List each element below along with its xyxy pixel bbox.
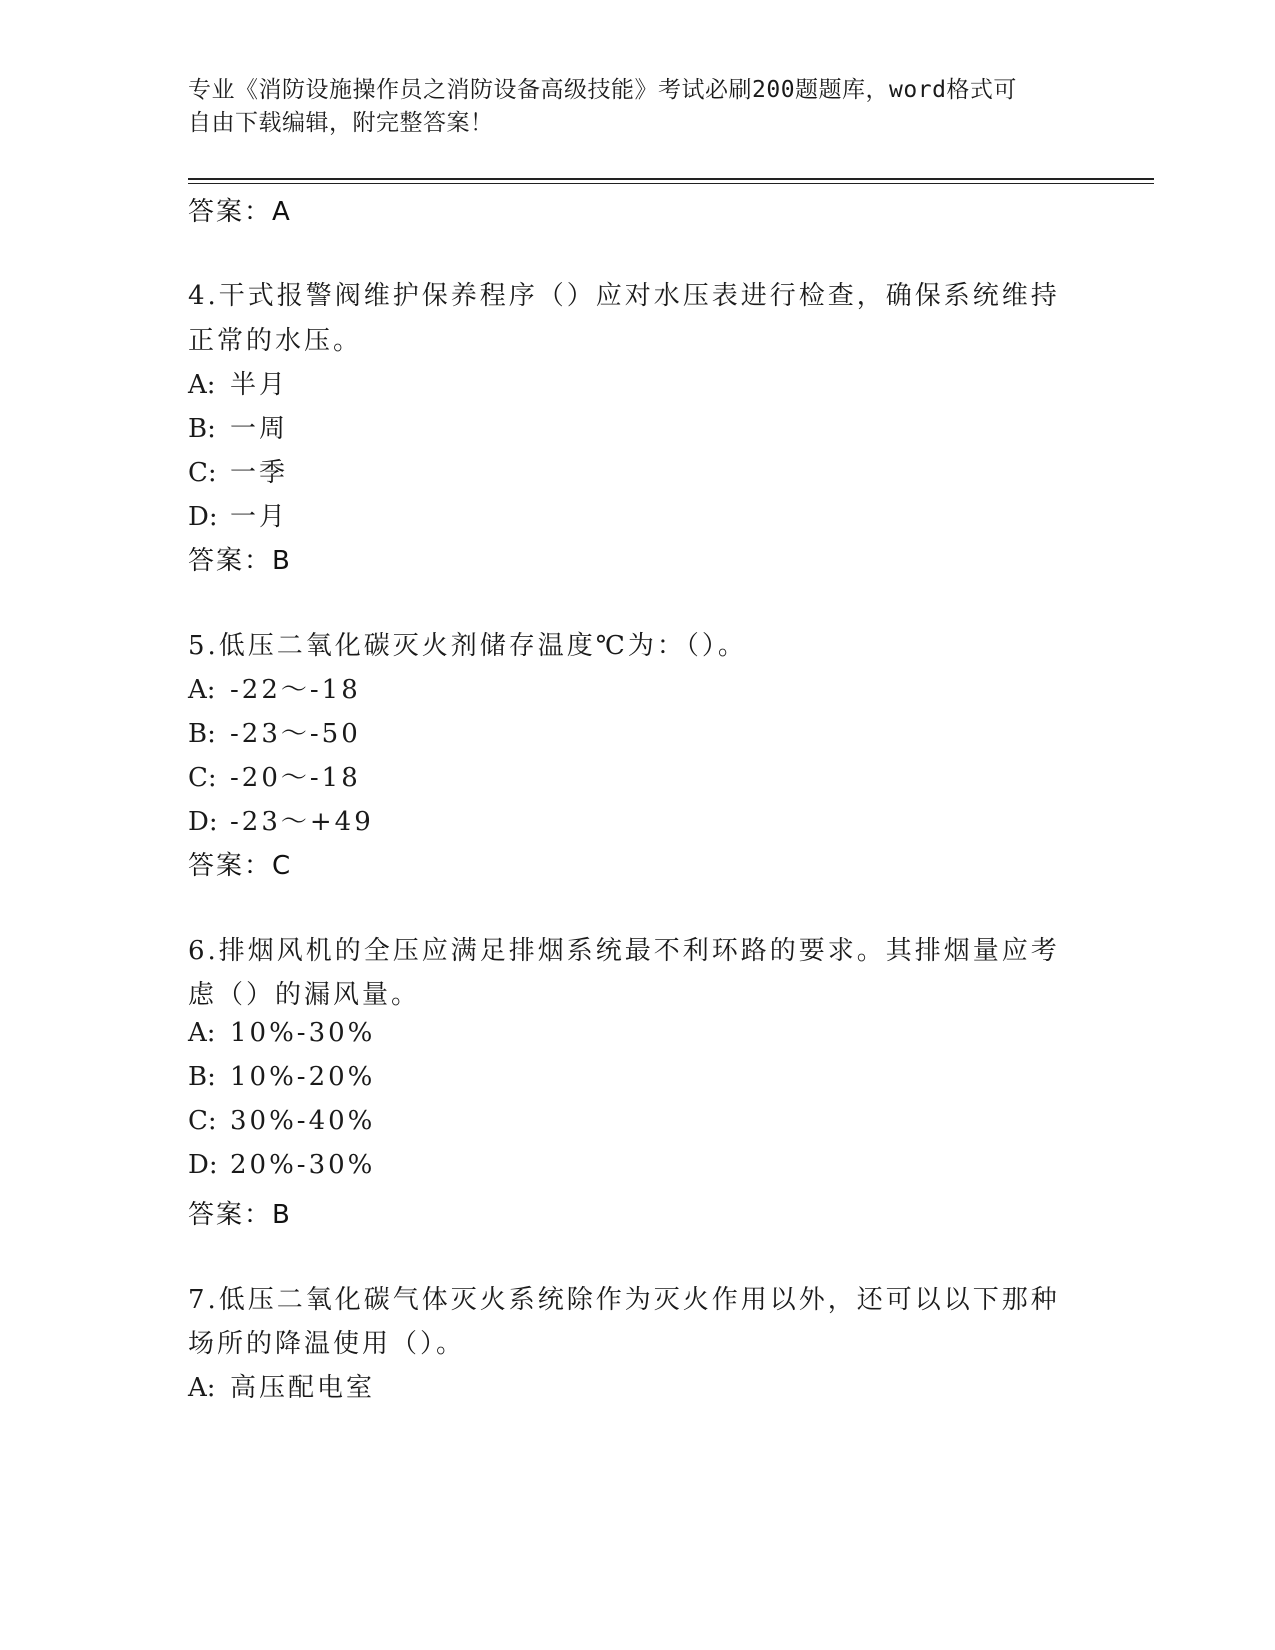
question-5-option-b: B: -23～-50 bbox=[188, 719, 361, 749]
question-4-option-c: C: 一季 bbox=[188, 458, 289, 488]
question-6-answer: 答案：B bbox=[188, 1200, 292, 1230]
question-4-option-d: D: 一月 bbox=[188, 502, 289, 532]
question-5-option-d: D: -23～+49 bbox=[188, 807, 374, 837]
question-5-option-a: A: -22～-18 bbox=[188, 675, 361, 705]
header-line-1: 专业《消防设施操作员之消防设备高级技能》考试必刷200题题库，word格式可 bbox=[188, 77, 1017, 103]
question-4-stem-line-2: 正常的水压。 bbox=[188, 326, 363, 356]
question-6-stem-line-1: 6.排烟风机的全压应满足排烟系统最不利环路的要求。其排烟量应考 bbox=[188, 936, 1060, 966]
question-7-option-a: A: 高压配电室 bbox=[188, 1373, 376, 1403]
question-6-option-a: A: 10%-30% bbox=[188, 1018, 376, 1048]
question-6-option-b: B: 10%-20% bbox=[188, 1062, 376, 1092]
question-7-stem-line-1: 7.低压二氧化碳气体灭火系统除作为灭火作用以外，还可以以下那种 bbox=[188, 1285, 1060, 1315]
question-5-stem-line-1: 5.低压二氧化碳灭火剂储存温度℃为：（）。 bbox=[188, 631, 747, 661]
question-7-stem-line-2: 场所的降温使用（）。 bbox=[188, 1329, 466, 1359]
question-4-option-a: A: 半月 bbox=[188, 370, 289, 400]
question-5-option-c: C: -20～-18 bbox=[188, 763, 361, 793]
question-4-answer: 答案：B bbox=[188, 546, 292, 576]
header-divider-thin bbox=[188, 183, 1154, 184]
document-header bbox=[188, 74, 1068, 140]
answer-previous: 答案：A bbox=[188, 197, 292, 227]
question-4-option-b: B: 一周 bbox=[188, 414, 289, 444]
question-4-stem-line-1: 4.干式报警阀维护保养程序（）应对水压表进行检查，确保系统维持 bbox=[188, 281, 1060, 311]
question-6-option-d: D: 20%-30% bbox=[188, 1150, 376, 1180]
header-line-2: 自由下载编辑，附完整答案！ bbox=[188, 110, 494, 136]
question-6-stem-line-2: 虑（）的漏风量。 bbox=[188, 980, 421, 1010]
question-6-option-c: C: 30%-40% bbox=[188, 1106, 376, 1136]
header-divider-thick bbox=[188, 178, 1154, 180]
question-5-answer: 答案：C bbox=[188, 851, 293, 881]
